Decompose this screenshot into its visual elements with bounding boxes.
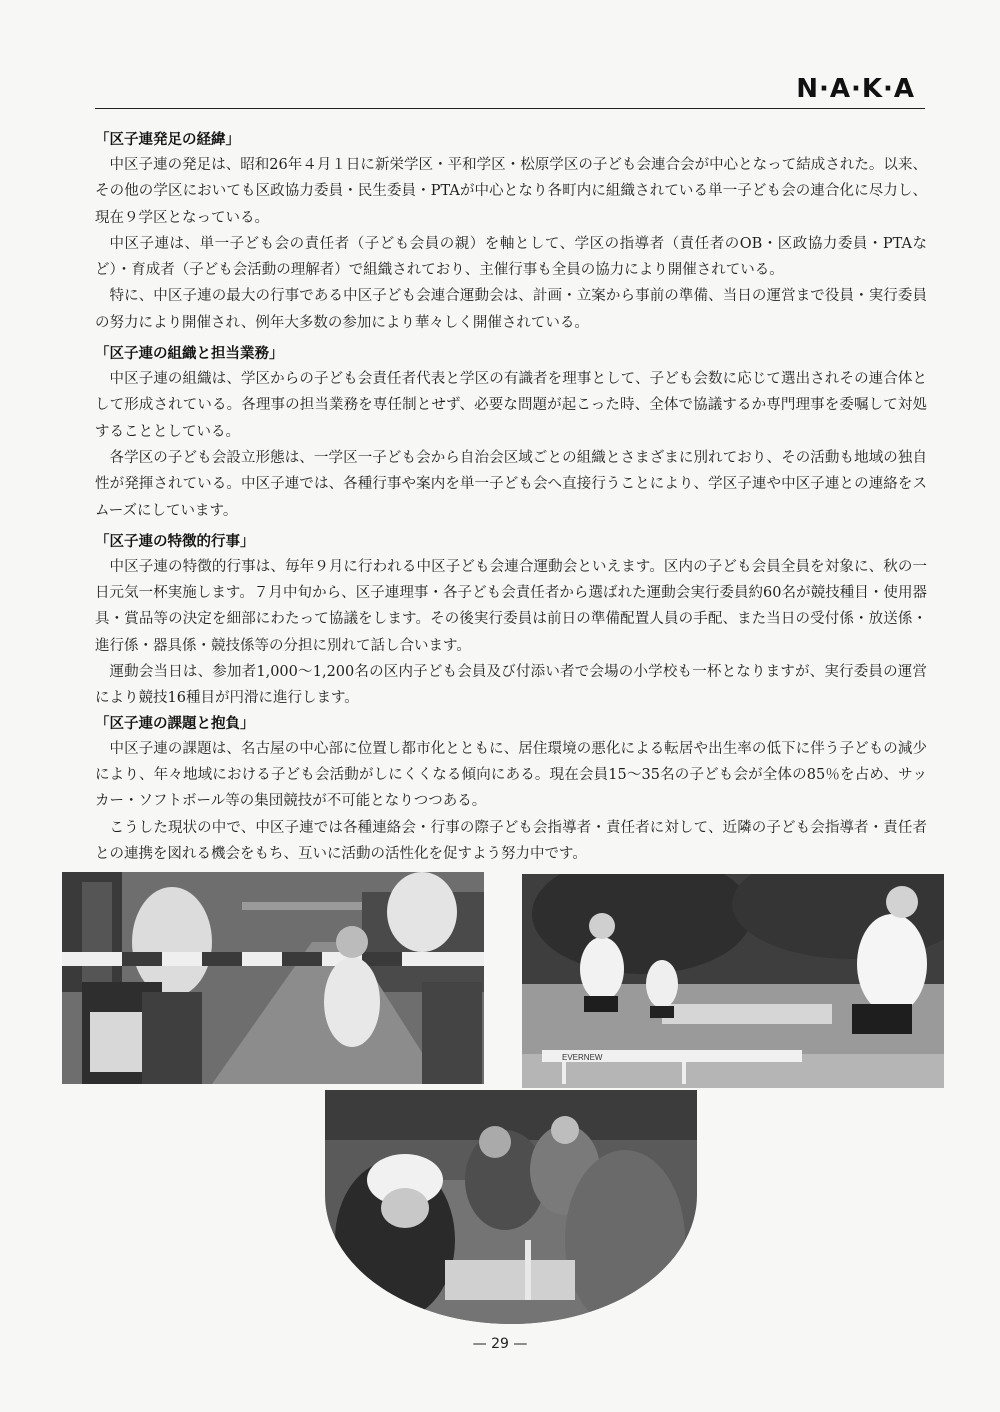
parade-photo: [62, 872, 484, 1084]
paragraph: 中区子連の組織は、学区からの子ども会責任者代表と学区の有識者を理事として、子ども会数に応じて選出されその連合体として形成されている。各理事の担当業務を専任制とせず、必要な問題が起こった時、全体で協議するか専門理事を委嘱して対処することとしている。: [95, 371, 927, 440]
paragraph: 中区子連の発足は、昭和26年４月１日に新栄学区・平和学区・松原学区の子ども会連合会が中心となって結成された。以来、その他の学区においても区政協力委員・民生委員・PTAが中心となり各町内に組織されている単一子ども会の連合化に尽力し、現在９学区となっている。: [95, 157, 927, 226]
page-logo: N·A·K·A: [796, 74, 915, 104]
paragraph: こうした現状の中で、中区子連では各種連絡会・行事の際子ども会指導者・責任者に対して、近隣の子ども会指導者・責任者との連携を図れる機会をもち、互いに活動の活性化を促すよう努力中です。: [95, 819, 927, 862]
section-heading-origin: 「区子連発足の経緯」: [95, 132, 240, 148]
section-heading-issues: 「区子連の課題と抱負」: [95, 715, 255, 732]
paragraph: 中区子連の課題は、名古屋の中心部に位置し都市化とともに、居住環境の悪化による転居や出生率の低下に伴う子どもの減少により、年々地域における子ども会活動がしにくくなる傾向にある。現在会員15〜35名の子ども会が全体の85％を占め、サッカー・ソフトボール等の集団競技が不可能となりつつある。: [95, 740, 927, 810]
workshop-photo: [325, 1090, 697, 1324]
section-heading-events: 「区子連の特徴的行事」: [95, 533, 255, 550]
hurdle-race-photo: [522, 874, 944, 1088]
paragraph: 中区子連は、単一子ども会の責任者（子ども会員の親）を軸として、学区の指導者（責任者のOB・区政協力委員・PTAなど）・育成者（子ども会活動の理解者）で組織されており、主催行事も全員の協力により開催されている。: [95, 235, 927, 279]
hurdle-sign-text: EVERNEW: [562, 1053, 603, 1062]
page-number: — 29 —: [472, 1336, 528, 1352]
paragraph: 運動会当日は、参加者1,000〜1,200名の区内子ども会員及び付添い者で会場の小学校も一杯となりますが、実行委員の運営により競技16種目が円滑に進行します。: [95, 664, 927, 707]
section-heading-organization: 「区子連の組織と担当業務」: [95, 346, 284, 363]
paragraph: 特に、中区子連の最大の行事である中区子ども会連合運動会は、計画・立案から事前の準備、当日の運営まで役員・実行委員の努力により開催され、例年大多数の参加により華々しく開催されている。: [95, 288, 927, 331]
paragraph: 中区子連の特徴的行事は、毎年９月に行われる中区子ども会連合運動会といえます。区内の子ども会員全員を対象に、秋の一日元気一杯実施します。７月中旬から、区子連理事・各子ども会責任者から選ばれた運動会実行委員約60名が競技種目・使用器具・賞品等の決定を細部にわたって協議をします。その後実行委員は前日の準備配置人員の手配、また当日の受付係・放送係・進行係・器具係・競技係等の分担に別れて話し合います。: [95, 558, 927, 654]
header-rule: [95, 108, 925, 109]
paragraph: 各学区の子ども会設立形態は、一学区一子ども会から自治会区域ごとの組織とさまざまに別れており、その活動も地域の独自性が発揮されている。中区子連では、各種行事や案内を単一子ども会へ直接行うことにより、学区子連や中区子連との連絡をスムーズにしています。: [95, 449, 927, 519]
article-body: [95, 128, 927, 867]
